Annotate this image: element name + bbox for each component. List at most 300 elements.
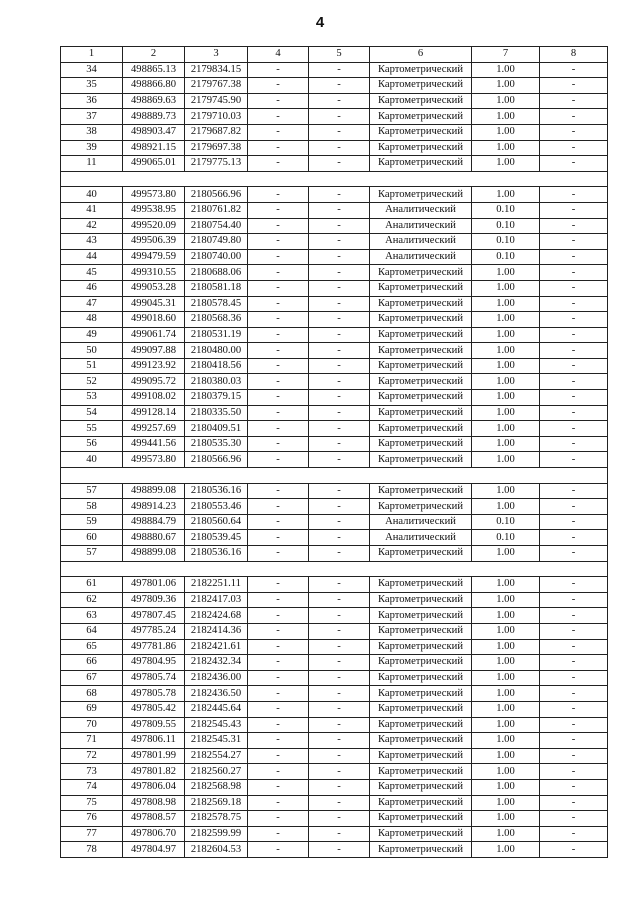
cell-accuracy: 1.00 — [472, 93, 540, 109]
cell-y-coordinate: 2180539.45 — [185, 530, 248, 546]
cell-y-coordinate: 2180379.15 — [185, 390, 248, 406]
cell-x-coordinate: 499128.14 — [123, 405, 185, 421]
cell-point-number: 40 — [61, 452, 123, 468]
cell-x-coordinate: 499095.72 — [123, 374, 185, 390]
cell-x-coordinate: 498880.67 — [123, 530, 185, 546]
cell-col-8: - — [540, 234, 608, 250]
cell-col-8: - — [540, 686, 608, 702]
cell-col-5: - — [309, 390, 370, 406]
cell-col-4: - — [248, 608, 309, 624]
cell-col-5: - — [309, 655, 370, 671]
cell-point-number: 71 — [61, 733, 123, 749]
cell-method: Картометрический — [370, 358, 472, 374]
cell-accuracy: 1.00 — [472, 265, 540, 281]
column-header: 2 — [123, 47, 185, 63]
cell-y-coordinate: 2182554.27 — [185, 748, 248, 764]
table-row — [61, 795, 608, 811]
cell-accuracy: 1.00 — [472, 296, 540, 312]
cell-col-8: - — [540, 592, 608, 608]
cell-method: Картометрический — [370, 842, 472, 858]
cell-accuracy: 1.00 — [472, 608, 540, 624]
cell-col-8: - — [540, 140, 608, 156]
cell-point-number: 41 — [61, 202, 123, 218]
cell-accuracy: 0.10 — [472, 514, 540, 530]
cell-col-8: - — [540, 639, 608, 655]
table-row — [61, 655, 608, 671]
cell-x-coordinate: 497806.04 — [123, 779, 185, 795]
cell-method: Картометрический — [370, 826, 472, 842]
cell-col-4: - — [248, 655, 309, 671]
cell-accuracy: 1.00 — [472, 421, 540, 437]
cell-x-coordinate: 498899.08 — [123, 483, 185, 499]
cell-x-coordinate: 499018.60 — [123, 312, 185, 328]
table-row — [61, 686, 608, 702]
cell-col-4: - — [248, 686, 309, 702]
cell-point-number: 60 — [61, 530, 123, 546]
cell-col-8: - — [540, 514, 608, 530]
cell-y-coordinate: 2180761.82 — [185, 202, 248, 218]
cell-col-5: - — [309, 686, 370, 702]
cell-accuracy: 1.00 — [472, 577, 540, 593]
cell-y-coordinate: 2180418.56 — [185, 358, 248, 374]
cell-point-number: 54 — [61, 405, 123, 421]
cell-point-number: 59 — [61, 514, 123, 530]
cell-col-8: - — [540, 842, 608, 858]
cell-x-coordinate: 499538.95 — [123, 202, 185, 218]
separator-cell — [61, 468, 608, 484]
column-header: 3 — [185, 47, 248, 63]
table-row — [61, 546, 608, 562]
cell-x-coordinate: 497808.98 — [123, 795, 185, 811]
cell-y-coordinate: 2180536.16 — [185, 546, 248, 562]
cell-x-coordinate: 499506.39 — [123, 234, 185, 250]
cell-accuracy: 0.10 — [472, 218, 540, 234]
cell-x-coordinate: 497801.82 — [123, 764, 185, 780]
cell-col-5: - — [309, 670, 370, 686]
table-separator-row — [61, 561, 608, 577]
cell-y-coordinate: 2180409.51 — [185, 421, 248, 437]
cell-col-5: - — [309, 514, 370, 530]
cell-method: Картометрический — [370, 436, 472, 452]
cell-point-number: 57 — [61, 483, 123, 499]
cell-col-5: - — [309, 78, 370, 94]
cell-x-coordinate: 499097.88 — [123, 343, 185, 359]
table-row — [61, 124, 608, 140]
cell-x-coordinate: 497804.97 — [123, 842, 185, 858]
cell-y-coordinate: 2180380.03 — [185, 374, 248, 390]
cell-col-8: - — [540, 124, 608, 140]
cell-col-5: - — [309, 265, 370, 281]
cell-col-5: - — [309, 421, 370, 437]
cell-accuracy: 1.00 — [472, 109, 540, 125]
cell-point-number: 53 — [61, 390, 123, 406]
cell-x-coordinate: 497808.57 — [123, 811, 185, 827]
cell-accuracy: 1.00 — [472, 187, 540, 203]
cell-method: Аналитический — [370, 218, 472, 234]
cell-y-coordinate: 2180335.50 — [185, 405, 248, 421]
cell-col-4: - — [248, 546, 309, 562]
cell-point-number: 48 — [61, 312, 123, 328]
cell-point-number: 63 — [61, 608, 123, 624]
cell-col-8: - — [540, 62, 608, 78]
table-row — [61, 811, 608, 827]
cell-col-4: - — [248, 312, 309, 328]
cell-col-5: - — [309, 218, 370, 234]
cell-y-coordinate: 2182604.53 — [185, 842, 248, 858]
coordinates-table — [60, 46, 608, 858]
cell-x-coordinate: 497805.42 — [123, 701, 185, 717]
table-row — [61, 93, 608, 109]
cell-y-coordinate: 2182414.36 — [185, 623, 248, 639]
cell-y-coordinate: 2180568.36 — [185, 312, 248, 328]
cell-accuracy: 1.00 — [472, 140, 540, 156]
cell-method: Картометрический — [370, 670, 472, 686]
cell-col-4: - — [248, 670, 309, 686]
cell-col-8: - — [540, 249, 608, 265]
cell-col-4: - — [248, 733, 309, 749]
table-row — [61, 156, 608, 172]
table-separator-row — [61, 468, 608, 484]
cell-point-number: 45 — [61, 265, 123, 281]
cell-point-number: 35 — [61, 78, 123, 94]
cell-point-number: 73 — [61, 764, 123, 780]
cell-col-5: - — [309, 93, 370, 109]
cell-col-8: - — [540, 764, 608, 780]
cell-x-coordinate: 497806.11 — [123, 733, 185, 749]
cell-point-number: 70 — [61, 717, 123, 733]
page-number: 4 — [315, 14, 325, 31]
cell-point-number: 51 — [61, 358, 123, 374]
cell-y-coordinate: 2182578.75 — [185, 811, 248, 827]
table-body — [61, 62, 608, 857]
table-row — [61, 358, 608, 374]
cell-col-8: - — [540, 358, 608, 374]
cell-accuracy: 1.00 — [472, 795, 540, 811]
cell-accuracy: 0.10 — [472, 530, 540, 546]
table-row — [61, 390, 608, 406]
cell-col-5: - — [309, 701, 370, 717]
cell-y-coordinate: 2180536.16 — [185, 483, 248, 499]
cell-method: Картометрический — [370, 343, 472, 359]
cell-col-8: - — [540, 670, 608, 686]
cell-method: Картометрический — [370, 623, 472, 639]
cell-col-4: - — [248, 842, 309, 858]
cell-accuracy: 0.10 — [472, 202, 540, 218]
cell-col-5: - — [309, 234, 370, 250]
cell-col-4: - — [248, 62, 309, 78]
table-row — [61, 748, 608, 764]
cell-col-4: - — [248, 623, 309, 639]
cell-y-coordinate: 2180535.30 — [185, 436, 248, 452]
cell-col-8: - — [540, 405, 608, 421]
cell-point-number: 72 — [61, 748, 123, 764]
cell-col-4: - — [248, 187, 309, 203]
cell-method: Картометрический — [370, 78, 472, 94]
cell-col-5: - — [309, 608, 370, 624]
table-row — [61, 249, 608, 265]
cell-col-4: - — [248, 296, 309, 312]
cell-y-coordinate: 2180740.00 — [185, 249, 248, 265]
cell-y-coordinate: 2180578.45 — [185, 296, 248, 312]
cell-col-5: - — [309, 592, 370, 608]
table-row — [61, 670, 608, 686]
cell-col-5: - — [309, 483, 370, 499]
cell-col-8: - — [540, 218, 608, 234]
cell-y-coordinate: 2182545.43 — [185, 717, 248, 733]
cell-accuracy: 1.00 — [472, 452, 540, 468]
cell-method: Картометрический — [370, 187, 472, 203]
cell-point-number: 74 — [61, 779, 123, 795]
cell-col-8: - — [540, 795, 608, 811]
table-row — [61, 733, 608, 749]
cell-col-8: - — [540, 826, 608, 842]
cell-point-number: 42 — [61, 218, 123, 234]
cell-accuracy: 0.10 — [472, 249, 540, 265]
cell-accuracy: 1.00 — [472, 686, 540, 702]
cell-accuracy: 1.00 — [472, 156, 540, 172]
cell-x-coordinate: 497809.36 — [123, 592, 185, 608]
cell-col-8: - — [540, 748, 608, 764]
table-row — [61, 577, 608, 593]
cell-col-4: - — [248, 343, 309, 359]
cell-x-coordinate: 497804.95 — [123, 655, 185, 671]
cell-y-coordinate: 2180749.80 — [185, 234, 248, 250]
cell-col-8: - — [540, 701, 608, 717]
cell-x-coordinate: 499061.74 — [123, 327, 185, 343]
column-header: 7 — [472, 47, 540, 63]
cell-col-8: - — [540, 280, 608, 296]
cell-x-coordinate: 497801.06 — [123, 577, 185, 593]
table-row — [61, 218, 608, 234]
table-row — [61, 842, 608, 858]
cell-point-number: 68 — [61, 686, 123, 702]
cell-col-5: - — [309, 156, 370, 172]
cell-accuracy: 1.00 — [472, 655, 540, 671]
cell-accuracy: 1.00 — [472, 592, 540, 608]
cell-col-5: - — [309, 202, 370, 218]
cell-x-coordinate: 497809.55 — [123, 717, 185, 733]
cell-y-coordinate: 2179775.13 — [185, 156, 248, 172]
table-row — [61, 826, 608, 842]
cell-col-5: - — [309, 717, 370, 733]
cell-x-coordinate: 498889.73 — [123, 109, 185, 125]
cell-col-5: - — [309, 280, 370, 296]
cell-x-coordinate: 497785.24 — [123, 623, 185, 639]
cell-col-4: - — [248, 280, 309, 296]
cell-col-5: - — [309, 623, 370, 639]
cell-col-4: - — [248, 811, 309, 827]
cell-col-4: - — [248, 78, 309, 94]
cell-y-coordinate: 2179687.82 — [185, 124, 248, 140]
cell-col-4: - — [248, 779, 309, 795]
table-separator-row — [61, 171, 608, 187]
cell-col-5: - — [309, 577, 370, 593]
cell-method: Картометрический — [370, 592, 472, 608]
cell-x-coordinate: 499045.31 — [123, 296, 185, 312]
cell-col-8: - — [540, 811, 608, 827]
cell-method: Аналитический — [370, 514, 472, 530]
cell-method: Картометрический — [370, 140, 472, 156]
cell-point-number: 64 — [61, 623, 123, 639]
cell-method: Аналитический — [370, 202, 472, 218]
cell-x-coordinate: 498921.15 — [123, 140, 185, 156]
cell-col-4: - — [248, 421, 309, 437]
cell-x-coordinate: 499520.09 — [123, 218, 185, 234]
cell-col-8: - — [540, 202, 608, 218]
cell-col-8: - — [540, 608, 608, 624]
cell-col-8: - — [540, 499, 608, 515]
cell-y-coordinate: 2180754.40 — [185, 218, 248, 234]
cell-col-8: - — [540, 156, 608, 172]
cell-accuracy: 1.00 — [472, 842, 540, 858]
cell-method: Картометрический — [370, 296, 472, 312]
table-row — [61, 764, 608, 780]
cell-point-number: 75 — [61, 795, 123, 811]
cell-y-coordinate: 2180531.19 — [185, 327, 248, 343]
cell-x-coordinate: 499065.01 — [123, 156, 185, 172]
cell-accuracy: 1.00 — [472, 62, 540, 78]
cell-col-5: - — [309, 296, 370, 312]
cell-accuracy: 1.00 — [472, 343, 540, 359]
cell-point-number: 11 — [61, 156, 123, 172]
cell-point-number: 52 — [61, 374, 123, 390]
cell-method: Картометрический — [370, 577, 472, 593]
cell-point-number: 56 — [61, 436, 123, 452]
cell-col-5: - — [309, 249, 370, 265]
table-row — [61, 499, 608, 515]
cell-col-4: - — [248, 156, 309, 172]
cell-col-4: - — [248, 405, 309, 421]
cell-col-4: - — [248, 436, 309, 452]
cell-col-5: - — [309, 374, 370, 390]
cell-col-4: - — [248, 358, 309, 374]
cell-col-4: - — [248, 390, 309, 406]
cell-y-coordinate: 2182568.98 — [185, 779, 248, 795]
cell-col-8: - — [540, 655, 608, 671]
cell-point-number: 36 — [61, 93, 123, 109]
table-row — [61, 265, 608, 281]
table-row — [61, 343, 608, 359]
table-row — [61, 701, 608, 717]
cell-accuracy: 1.00 — [472, 764, 540, 780]
table-row — [61, 312, 608, 328]
cell-method: Картометрический — [370, 779, 472, 795]
cell-y-coordinate: 2182251.11 — [185, 577, 248, 593]
cell-y-coordinate: 2179834.15 — [185, 62, 248, 78]
cell-y-coordinate: 2182599.99 — [185, 826, 248, 842]
cell-col-8: - — [540, 733, 608, 749]
cell-point-number: 43 — [61, 234, 123, 250]
cell-method: Картометрический — [370, 374, 472, 390]
cell-accuracy: 1.00 — [472, 436, 540, 452]
cell-col-5: - — [309, 779, 370, 795]
cell-col-8: - — [540, 546, 608, 562]
table-row — [61, 109, 608, 125]
cell-point-number: 65 — [61, 639, 123, 655]
cell-point-number: 58 — [61, 499, 123, 515]
cell-method: Картометрический — [370, 93, 472, 109]
cell-col-8: - — [540, 343, 608, 359]
cell-col-4: - — [248, 265, 309, 281]
table-row — [61, 374, 608, 390]
cell-col-5: - — [309, 811, 370, 827]
cell-point-number: 62 — [61, 592, 123, 608]
cell-method: Картометрический — [370, 390, 472, 406]
cell-x-coordinate: 497807.45 — [123, 608, 185, 624]
cell-x-coordinate: 499123.92 — [123, 358, 185, 374]
table-row — [61, 717, 608, 733]
cell-col-5: - — [309, 62, 370, 78]
cell-col-5: - — [309, 187, 370, 203]
cell-y-coordinate: 2182445.64 — [185, 701, 248, 717]
cell-col-4: - — [248, 124, 309, 140]
cell-col-4: - — [248, 202, 309, 218]
separator-cell — [61, 561, 608, 577]
cell-col-4: - — [248, 592, 309, 608]
cell-x-coordinate: 498884.79 — [123, 514, 185, 530]
cell-accuracy: 1.00 — [472, 623, 540, 639]
cell-col-8: - — [540, 421, 608, 437]
table-row — [61, 327, 608, 343]
cell-method: Картометрический — [370, 701, 472, 717]
cell-col-8: - — [540, 296, 608, 312]
cell-x-coordinate: 499053.28 — [123, 280, 185, 296]
cell-y-coordinate: 2182545.31 — [185, 733, 248, 749]
cell-x-coordinate: 499479.59 — [123, 249, 185, 265]
cell-accuracy: 1.00 — [472, 280, 540, 296]
cell-col-8: - — [540, 779, 608, 795]
cell-x-coordinate: 497805.74 — [123, 670, 185, 686]
cell-accuracy: 1.00 — [472, 483, 540, 499]
cell-point-number: 55 — [61, 421, 123, 437]
separator-cell — [61, 171, 608, 187]
cell-y-coordinate: 2180688.06 — [185, 265, 248, 281]
cell-col-4: - — [248, 374, 309, 390]
cell-x-coordinate: 499310.55 — [123, 265, 185, 281]
cell-point-number: 40 — [61, 187, 123, 203]
cell-col-5: - — [309, 436, 370, 452]
cell-point-number: 34 — [61, 62, 123, 78]
cell-point-number: 49 — [61, 327, 123, 343]
cell-col-8: - — [540, 187, 608, 203]
table-row — [61, 280, 608, 296]
table-row — [61, 530, 608, 546]
cell-accuracy: 1.00 — [472, 779, 540, 795]
cell-point-number: 47 — [61, 296, 123, 312]
cell-col-5: - — [309, 124, 370, 140]
cell-method: Аналитический — [370, 530, 472, 546]
table-row — [61, 436, 608, 452]
cell-point-number: 78 — [61, 842, 123, 858]
cell-method: Картометрический — [370, 327, 472, 343]
cell-point-number: 38 — [61, 124, 123, 140]
cell-method: Картометрический — [370, 811, 472, 827]
cell-point-number: 77 — [61, 826, 123, 842]
cell-col-8: - — [540, 717, 608, 733]
cell-method: Картометрический — [370, 280, 472, 296]
column-header: 6 — [370, 47, 472, 63]
cell-y-coordinate: 2180581.18 — [185, 280, 248, 296]
table-row — [61, 62, 608, 78]
cell-x-coordinate: 498903.47 — [123, 124, 185, 140]
table-row — [61, 452, 608, 468]
cell-method: Картометрический — [370, 421, 472, 437]
cell-method: Картометрический — [370, 452, 472, 468]
cell-col-5: - — [309, 748, 370, 764]
table-row — [61, 639, 608, 655]
cell-x-coordinate: 499108.02 — [123, 390, 185, 406]
cell-y-coordinate: 2179710.03 — [185, 109, 248, 125]
